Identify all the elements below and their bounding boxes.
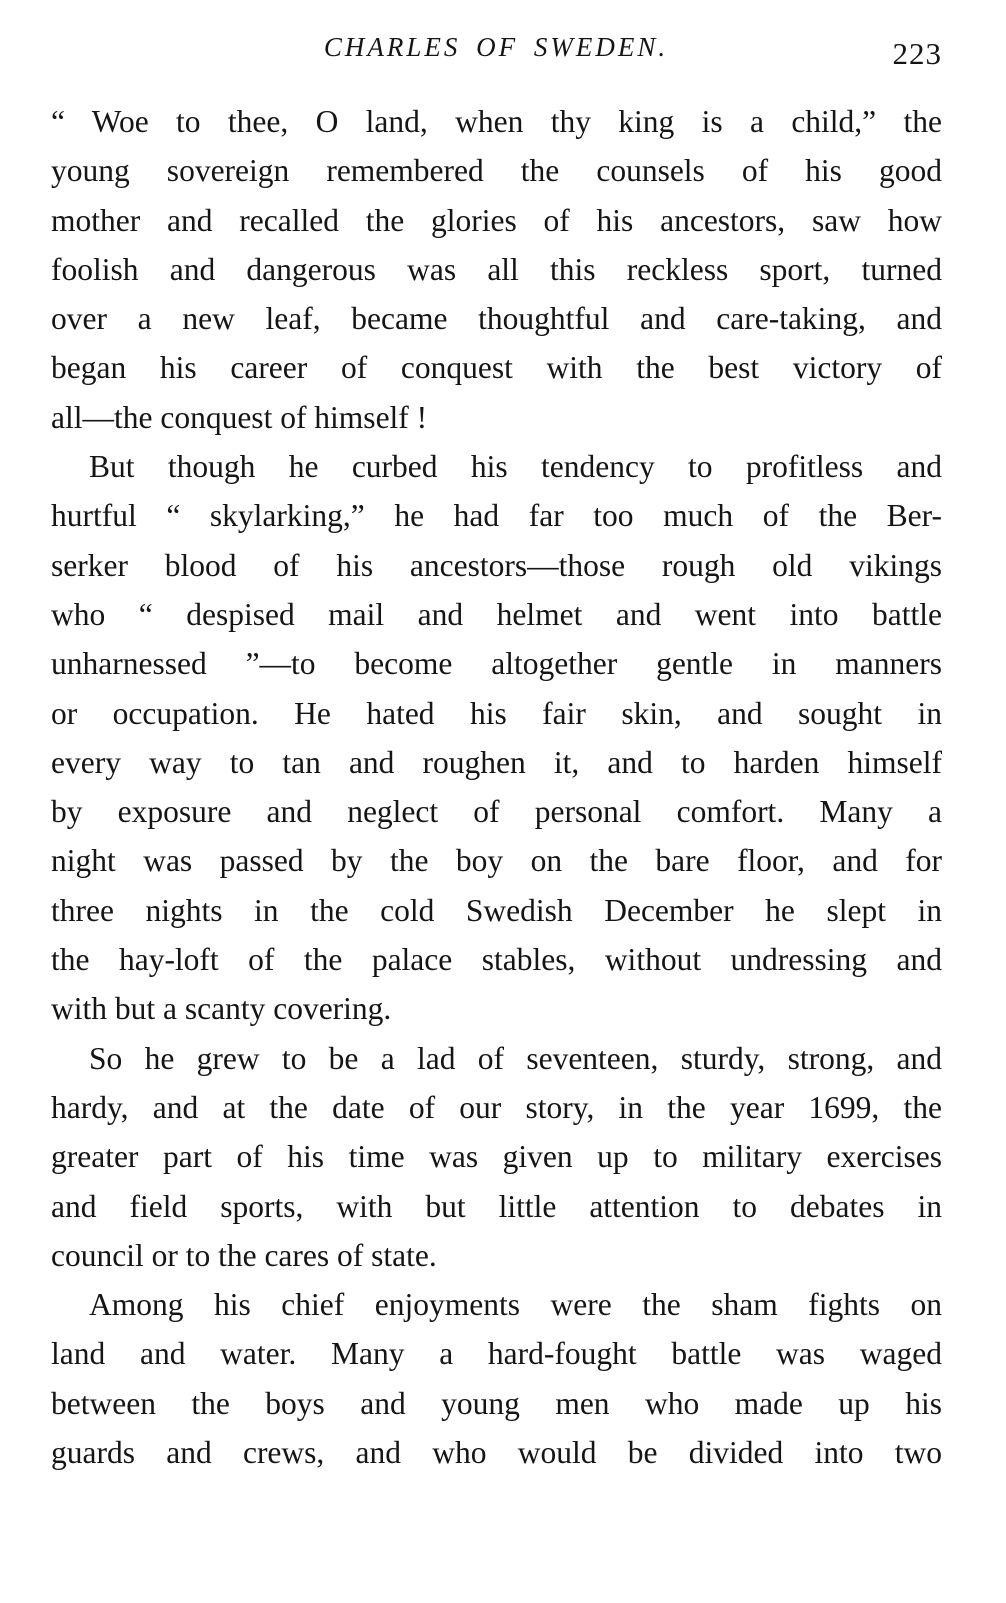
page-number: 223 <box>892 36 942 71</box>
text-line: serker blood of his ancestors—those rough old vikings <box>51 547 942 583</box>
paragraph-1 <box>51 97 942 442</box>
text-line: greater part of his time was given up to military exercises <box>51 1139 942 1175</box>
text-line: hurtful “ skylarking,” he had far too much of the Ber- <box>51 498 942 534</box>
running-head <box>50 26 942 74</box>
text-line: guards and crews, and who would be divided into two <box>51 1435 942 1471</box>
text-line: “ Woe to thee, O land, when thy king is a child,” the <box>51 104 942 139</box>
text-line: But though he curbed his tendency to profitless and <box>89 449 942 485</box>
text-line: Among his chief enjoyments were the sham fights on <box>89 1287 942 1323</box>
text-line: So he grew to be a lad of seventeen, sturdy, strong, and <box>89 1040 942 1076</box>
running-title: CHARLES OF SWEDEN. <box>323 32 669 62</box>
text-line: hardy, and at the date of our story, in the year 1699, the <box>51 1089 942 1125</box>
text-line: foolish and dangerous was all this reckless sport, turned <box>51 251 942 287</box>
text-line: unharnessed ”—to become altogether gentle in manners <box>51 646 942 682</box>
text-line: by exposure and neglect of personal comfort. Many a <box>51 794 942 830</box>
text-line: who “ despised mail and helmet and went into battle <box>51 596 942 632</box>
text-line: with but a scanty covering. <box>51 991 392 1027</box>
text-line: young sovereign remembered the counsels of his good <box>51 153 942 189</box>
text-line: and field sports, with but little attention to debates in <box>51 1188 942 1224</box>
paragraph-2 <box>51 442 942 1034</box>
text-line: three nights in the cold Swedish December he slept in <box>51 892 942 928</box>
text-line: all—the conquest of himself ! <box>51 399 428 435</box>
text-line: between the boys and young men who made up his <box>51 1385 942 1421</box>
text-line: the hay-loft of the palace stables, without undressing and <box>51 942 942 978</box>
text-line: council or to the cares of state. <box>51 1237 437 1273</box>
text-line: every way to tan and roughen it, and to harden himself <box>51 744 942 780</box>
text-line: night was passed by the boy on the bare floor, and for <box>51 843 942 879</box>
text-line: over a new leaf, became thoughtful and care-taking, and <box>51 301 942 337</box>
text-line: began his career of conquest with the best victory of <box>51 350 942 386</box>
text-line: or occupation. He hated his fair skin, and sought in <box>51 695 942 731</box>
body-text <box>51 97 942 1477</box>
paragraph-4 <box>51 1280 942 1477</box>
text-line: mother and recalled the glories of his ancestors, saw how <box>51 202 942 238</box>
text-line: land and water. Many a hard-fought battle was waged <box>51 1336 942 1372</box>
paragraph-3 <box>51 1034 942 1280</box>
